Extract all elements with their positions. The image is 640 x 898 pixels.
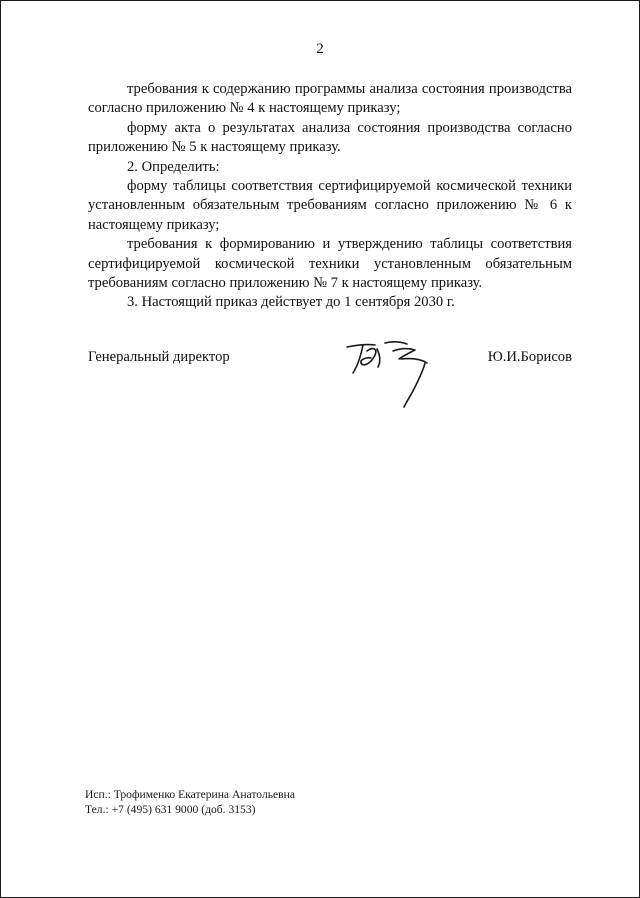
handwritten-signature — [341, 333, 451, 413]
paragraph-validity: 3. Настоящий приказ действует до 1 сентября 2030 г. — [127, 294, 455, 311]
order-body — [88, 80, 572, 313]
paragraph-table-requirements: требования к формированию и утверждению таблицы соответствия сертифицируемой космической техники установленным обязательным требованиям согласно приложению № 7 к настоящему приказу. — [88, 236, 572, 292]
signature-block — [88, 348, 572, 368]
signatory-name: Ю.И.Борисов — [487, 349, 572, 365]
paragraph-table-form: форму таблицы соответствия сертифицируемой космической техники установленным обязательным требованиям согласно приложению № 6 к настоящему приказу; — [88, 178, 572, 233]
executor-info — [85, 787, 295, 817]
paragraph-program-requirements: требования к содержанию программы анализа состояния производства согласно приложению № 4 к настоящему приказу; — [88, 81, 572, 117]
executor-name: Исп.: Трофименко Екатерина Анатольевна — [85, 788, 295, 801]
paragraph-act-form: форму акта о результатах анализа состояния производства согласно приложению № 5 к настоящему приказу. — [88, 119, 572, 156]
executor-phone: Тел.: +7 (495) 631 9000 (доб. 3153) — [85, 803, 256, 816]
page-number: 2 — [316, 41, 324, 57]
signatory-position: Генеральный директор — [88, 349, 230, 365]
paragraph-determine: 2. Определить: — [127, 158, 220, 175]
